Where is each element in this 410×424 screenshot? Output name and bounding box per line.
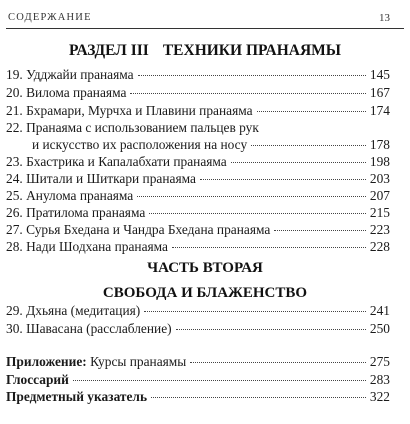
dot-leader (231, 162, 366, 163)
entry-number: 21. (6, 103, 23, 118)
section-heading-label: РАЗДЕЛ III (68, 42, 149, 59)
entry-page: 174 (369, 103, 390, 118)
entry-title: Дхьяна (медитация) (26, 303, 141, 318)
toc-entry-25[interactable] (6, 189, 390, 202)
toc-entry-30[interactable] (6, 322, 390, 335)
entry-number: 27. (6, 222, 23, 237)
header-rule (6, 28, 404, 29)
entry-page: 207 (369, 188, 390, 203)
toc-entry-24[interactable] (6, 172, 390, 185)
entry-title: Анулома пранаяма (26, 188, 134, 203)
toc-entry-21[interactable] (6, 104, 390, 117)
running-header (0, 0, 410, 30)
entry-number: 24. (6, 171, 23, 186)
entry-page: 215 (369, 205, 390, 220)
dot-leader (251, 145, 366, 146)
toc-entry-22-continued[interactable] (6, 138, 390, 151)
dot-leader (130, 93, 366, 94)
dot-leader (149, 213, 366, 214)
dot-leader (151, 397, 366, 398)
entry-page: 228 (369, 239, 390, 254)
entry-page: 198 (369, 154, 390, 169)
part-two-label: ЧАСТЬ ВТОРАЯ (147, 260, 263, 276)
entry-number: 29. (6, 303, 23, 318)
entry-page: 223 (369, 222, 390, 237)
entry-title: Пратилома пранаяма (26, 205, 146, 220)
toc-entry-appendix[interactable] (6, 355, 390, 368)
appendix-title: Курсы пранаямы (90, 354, 187, 369)
entry-number: 22. (6, 120, 23, 135)
toc-entry-29[interactable] (6, 304, 390, 317)
dot-leader (190, 362, 366, 363)
entry-title: Вилома пранаяма (26, 85, 127, 100)
entry-number: 25. (6, 188, 23, 203)
toc-entry-22[interactable] (6, 121, 390, 134)
entry-title: Сурья Бхедана и Чандра Бхедана пранаяма (26, 222, 271, 237)
toc-entry-23[interactable] (6, 155, 390, 168)
entry-title: Бхрамари, Мурчха и Плавини пранаяма (26, 103, 253, 118)
entry-number: 20. (6, 85, 23, 100)
entry-title: Нади Шодхана пранаяма (26, 239, 168, 254)
entry-title-continued: и искусство их расположения на носу (32, 137, 248, 152)
toc-entry-index[interactable] (6, 390, 390, 403)
toc-entry-20[interactable] (6, 86, 390, 99)
dot-leader (138, 75, 366, 76)
entry-page: 203 (369, 171, 390, 186)
dot-leader (176, 329, 366, 330)
toc-entry-27[interactable] (6, 223, 390, 236)
entry-page: 178 (369, 137, 390, 152)
toc-entry-28[interactable] (6, 240, 390, 253)
entry-number: 19. (6, 67, 23, 82)
entry-number: 26. (6, 205, 23, 220)
entry-page: 250 (369, 321, 390, 336)
toc-entry-glossary[interactable] (6, 373, 390, 386)
glossary-title: Глоссарий (6, 372, 69, 387)
entry-page: 322 (369, 389, 390, 404)
entry-page: 283 (369, 372, 390, 387)
dot-leader (172, 247, 366, 248)
running-header-title: СОДЕРЖАНИЕ (8, 12, 92, 23)
entry-title: Пранаяма с использованием пальцев рук (26, 120, 259, 135)
dot-leader (137, 196, 366, 197)
entry-page: 145 (369, 67, 390, 82)
entry-title: Удджайи пранаяма (26, 67, 134, 82)
dot-leader (200, 179, 366, 180)
entry-page: 241 (369, 303, 390, 318)
appendix-label: Приложение: (6, 354, 87, 369)
section-heading-title: ТЕХНИКИ ПРАНАЯМЫ (162, 42, 342, 59)
index-title: Предметный указатель (6, 389, 148, 404)
page-number: 13 (379, 12, 390, 24)
part-two-title: СВОБОДА И БЛАЖЕНСТВО (102, 285, 308, 301)
section-heading (0, 42, 410, 60)
entry-title: Бхастрика и Капалабхати пранаяма (26, 154, 227, 169)
dot-leader (73, 380, 366, 381)
entry-title: Шавасана (расслабление) (26, 321, 172, 336)
entry-title: Шитали и Шиткари пранаяма (26, 171, 196, 186)
entry-page: 275 (369, 354, 390, 369)
dot-leader (144, 311, 366, 312)
dot-leader (274, 230, 366, 231)
entry-page: 167 (369, 85, 390, 100)
toc-entry-26[interactable] (6, 206, 390, 219)
dot-leader (257, 111, 366, 112)
entry-number: 23. (6, 154, 23, 169)
entry-number: 28. (6, 239, 23, 254)
toc-entry-19[interactable] (6, 68, 390, 81)
entry-number: 30. (6, 321, 23, 336)
